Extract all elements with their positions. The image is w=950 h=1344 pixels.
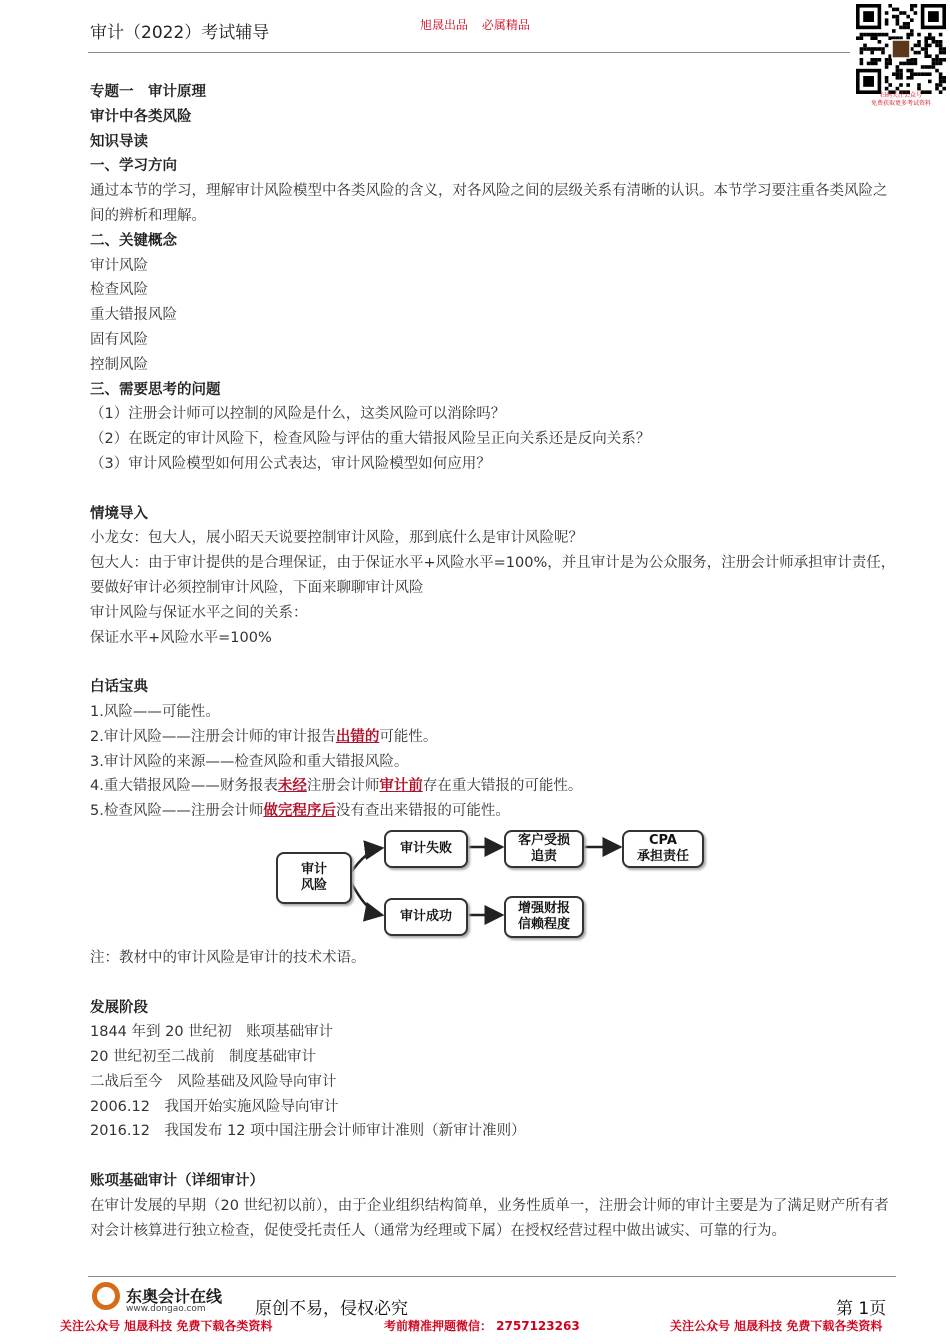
header-divider <box>88 52 850 53</box>
highlight-text: 未经 <box>277 778 307 795</box>
note-text: 注：教材中的审计风险是审计的技术术语。 <box>90 949 366 966</box>
development-item: 2016.12 我国发布 12 项中国注册会计师审计准则（新审计准则） <box>90 1123 526 1140</box>
account-audit-heading: 账项基础审计（详细审计） <box>90 1173 264 1190</box>
key-concepts-heading: 二、关键概念 <box>90 232 177 249</box>
promo-left: 关注公众号 旭晟科技 免费下载各类资料 <box>60 1319 273 1333</box>
question-item: （1）注册会计师可以控制的风险是什么，这类风险可以消除吗？ <box>90 406 506 423</box>
topic-heading: 专题一 审计原理 <box>90 84 206 100</box>
highlight-text: 出错的 <box>335 728 380 745</box>
dictionary-item: 4.重大错报风险——财务报表未经注册会计师审计前存在重大错报的可能性。 <box>90 778 583 795</box>
logo-text: 东奥会计在线 <box>126 1287 223 1306</box>
dictionary-item: 3.审计风险的来源——检查风险和重大错报风险。 <box>90 753 409 770</box>
dictionary-heading: 白话宝典 <box>90 679 148 696</box>
dongao-logo-icon <box>92 1282 120 1310</box>
node-audit-success: 审计成功 <box>384 898 468 936</box>
scene-line: 审计风险与保证水平之间的关系： <box>90 604 308 621</box>
header-title: 审计（2022）考试辅导 <box>90 23 270 43</box>
concept-item: 检查风险 <box>90 282 148 299</box>
header-brand <box>420 16 540 33</box>
scene-heading: 情境导入 <box>90 505 148 522</box>
dictionary-item: 5.检查风险——注册会计师做完程序后没有查出来错报的可能性。 <box>90 803 510 820</box>
development-item: 1844 年到 20 世纪初 账项基础审计 <box>90 1024 334 1041</box>
promo-center: 考前精准押题微信： 2757123263 <box>384 1319 580 1333</box>
concept-item: 控制风险 <box>90 356 148 373</box>
question-item: （2）在既定的审计风险下，检查风险与评估的重大错报风险呈正向关系还是反向关系？ <box>90 431 651 448</box>
node-cpa-liability: CPA 承担责任 <box>622 830 704 868</box>
section-heading: 审计中各类风险 <box>90 108 192 125</box>
footer-motto: 原创不易，侵权必究 <box>255 1299 408 1319</box>
highlight-text: 审计前 <box>379 778 423 795</box>
development-item: 20 世纪初至二战前 制度基础审计 <box>90 1049 317 1066</box>
development-heading: 发展阶段 <box>90 999 148 1016</box>
scene-line: 保证水平+风险水平=100% <box>90 629 272 646</box>
questions-heading: 三、需要思考的问题 <box>90 381 221 398</box>
learning-direction-heading: 一、学习方向 <box>90 158 177 175</box>
slogan-label: 必属精品 <box>481 18 530 32</box>
audit-risk-diagram <box>276 830 716 940</box>
node-audit-risk: 审计 风险 <box>276 852 352 904</box>
dictionary-item: 2.审计风险——注册会计师的审计报告出错的可能性。 <box>90 728 438 745</box>
concept-item: 重大错报风险 <box>90 307 177 324</box>
footer-divider <box>88 1276 896 1277</box>
page-number: 第 1页 <box>836 1299 887 1319</box>
development-item: 二战后至今 风险基础及风险导向审计 <box>90 1073 337 1090</box>
learning-direction-text: 通过本节的学习，理解审计风险模型中各类风险的含义，对各风险之间的层级关系有清晰的认识。本节学习要注重各类风险之间的辨析和理解。 <box>90 183 888 224</box>
node-trust-increase: 增强财报 信赖程度 <box>504 896 584 938</box>
guide-heading: 知识导读 <box>90 133 148 150</box>
highlight-text: 做完程序后 <box>263 803 336 820</box>
arrow-root-success <box>350 880 382 915</box>
node-client-loss: 客户受损 追责 <box>504 830 584 868</box>
concept-item: 固有风险 <box>90 331 148 348</box>
logo-url: www.dongao.com <box>126 1304 206 1314</box>
scene-line: 小龙女：包大人，展小昭天天说要控制审计风险，那到底什么是审计风险呢？ <box>90 530 583 547</box>
scene-line: 包大人：由于审计提供的是合理保证，由于保证水平+风险水平=100%，并且审计是为公众服务，注册会计师承担审计责任，要做好审计必须控制审计风险，下面来聊聊审计风险 <box>90 555 896 596</box>
concept-item: 审计风险 <box>90 257 148 274</box>
qr-caption-line-1: 扫码关注公众号 <box>879 92 922 99</box>
document-body <box>90 80 898 1243</box>
question-item: （3）审计风险模型如何用公式表达，审计风险模型如何应用？ <box>90 455 491 472</box>
account-audit-text: 在审计发展的早期（20 世纪初以前），由于企业组织结构简单，业务性质单一，注册会计师的审计主要是为了满足财产所有者对会计核算进行独立检查，促使受托责任人（通常为经理或下属）在授权经营过程中做出诚实、可靠的行为。 <box>90 1197 889 1239</box>
qr-caption-line-2: 免费获取更多考试资料 <box>870 100 931 107</box>
brand-label: 旭晟出品 <box>420 18 469 32</box>
node-audit-failure: 审计失败 <box>384 830 468 868</box>
arrow-root-fail <box>350 848 382 874</box>
dictionary-item: 1.风险——可能性。 <box>90 703 220 720</box>
development-item: 2006.12 我国开始实施风险导向审计 <box>90 1098 339 1115</box>
promo-right: 关注公众号 旭晟科技 免费下载各类资料 <box>670 1319 883 1333</box>
